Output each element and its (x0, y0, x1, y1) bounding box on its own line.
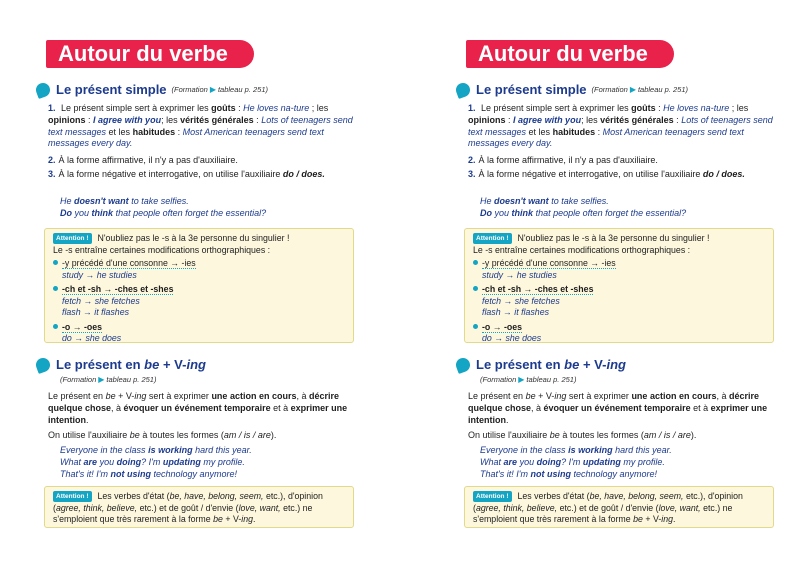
attention-tag: Attention ! (53, 491, 92, 502)
bullet-icon (53, 286, 58, 291)
example-sentences: He doesn't want to take selfies. Do you think that people often forget the essential? (60, 196, 267, 218)
example-sentences: He doesn't want to take selfies. Do you think that people often forget the essential? (480, 196, 687, 218)
attention-tag: Attention ! (473, 233, 512, 244)
paragraph-auxiliary: On utilise l'auxiliaire be à toutes les formes (am / is / are). (468, 430, 697, 440)
bullet-icon (473, 286, 478, 291)
attention-box-1: Attention ! N'oubliez pas le -s à la 3e personne du singulier ! Le -s entraîne certaines modifications orthographiques : -y précédé d'une consonne → -ies study → he studies -ch et -sh → -ches et -shes fetch → she fetches flash → it flashes -o → -oes do → she does (464, 228, 774, 343)
bullet-icon (53, 324, 58, 329)
reference-note: (Formation ▶ tableau p. 251) (171, 85, 269, 94)
section-title: Le présent en be + V-ing (476, 357, 626, 372)
arrow-right-icon: ▶ (629, 85, 636, 94)
section-heading-present-be-ing (36, 357, 206, 372)
section-heading-present-simple (456, 82, 688, 97)
bullet-icon (473, 260, 478, 265)
example-sentences: Everyone in the class is working hard this year. What are you doing? I'm updating my profile. That's it! I'm not using technology anymore! (60, 445, 252, 479)
numbered-item-3: 3. À la forme négative et interrogative, on utilise l'auxiliaire do / does. (48, 169, 325, 179)
reference-note: (Formation ▶ tableau p. 251) (480, 375, 577, 384)
arrow-right-icon: ▶ (209, 85, 216, 94)
section-title: Le présent en be + V-ing (56, 357, 206, 372)
reference-note: (Formation ▶ tableau p. 251) (60, 375, 157, 384)
section-title: Le présent simple (476, 82, 587, 97)
chapter-banner: Autour du verbe (466, 40, 674, 68)
numbered-item-2: 2. À la forme affirmative, il n'y a pas d'auxiliaire. (48, 155, 238, 165)
section-heading-present-simple (36, 82, 268, 97)
section-bullet-icon (34, 81, 52, 99)
section-bullet-icon (454, 356, 472, 374)
attention-box-2: Attention ! Les verbes d'état (be, have, belong, seem, etc.), d'opinion (agree, think, believe, etc.) et de goût / d'envie (love, want, etc.) ne s'emploient que très rarement à la forme be + V-ing. (44, 486, 354, 528)
page-left (0, 0, 380, 565)
arrow-right-icon: ▶ (98, 375, 105, 384)
paragraph-usage: Le présent en be + V-ing sert à exprimer une action en cours, à décrire quelque chose, à évoquer un événement temporaire et à exprimer une intention. (468, 391, 768, 425)
attention-tag: Attention ! (53, 233, 92, 244)
section-bullet-icon (34, 356, 52, 374)
paragraph-usage: Le présent en be + V-ing sert à exprimer une action en cours, à décrire quelque chose, à évoquer un événement temporaire et à exprimer une intention. (48, 391, 348, 425)
attention-box-2: Attention ! Les verbes d'état (be, have, belong, seem, etc.), d'opinion (agree, think, believe, etc.) et de goût / d'envie (love, want, etc.) ne s'emploient que très rarement à la forme be + V-ing. (464, 486, 774, 528)
example-sentences: Everyone in the class is working hard this year. What are you doing? I'm updating my profile. That's it! I'm not using technology anymore! (480, 445, 672, 479)
section-heading-present-be-ing (456, 357, 626, 372)
paragraph-auxiliary: On utilise l'auxiliaire be à toutes les formes (am / is / are). (48, 430, 277, 440)
chapter-banner: Autour du verbe (46, 40, 254, 68)
reference-note: (Formation ▶ tableau p. 251) (591, 85, 689, 94)
section-bullet-icon (454, 81, 472, 99)
section-title: Le présent simple (56, 82, 167, 97)
numbered-item-1: 1. Le présent simple sert à exprimer les goûts : He loves na-ture ; les opinions : I agree with you; les vérités générales : Lots of teenagers send text messages et les habitudes : Most American teenagers send text messages every day. (468, 103, 773, 149)
attention-tag: Attention ! (473, 491, 512, 502)
numbered-item-1: 1. Le présent simple sert à exprimer les goûts : He loves na-ture ; les opinions : I agree with you; les vérités générales : Lots of teenagers send text messages et les habitudes : Most American teenagers send text messages every day. (48, 103, 353, 149)
page-right (420, 0, 800, 565)
numbered-item-2: 2. À la forme affirmative, il n'y a pas d'auxiliaire. (468, 155, 658, 165)
numbered-item-3: 3. À la forme négative et interrogative, on utilise l'auxiliaire do / does. (468, 169, 745, 179)
arrow-right-icon: ▶ (518, 375, 525, 384)
attention-box-1: Attention ! N'oubliez pas le -s à la 3e personne du singulier ! Le -s entraîne certaines modifications orthographiques : -y précédé d'une consonne → -ies study → he studies -ch et -sh → -ches et -shes fetch → she fetches flash → it flashes -o → -oes do → she does (44, 228, 354, 343)
bullet-icon (53, 260, 58, 265)
bullet-icon (473, 324, 478, 329)
